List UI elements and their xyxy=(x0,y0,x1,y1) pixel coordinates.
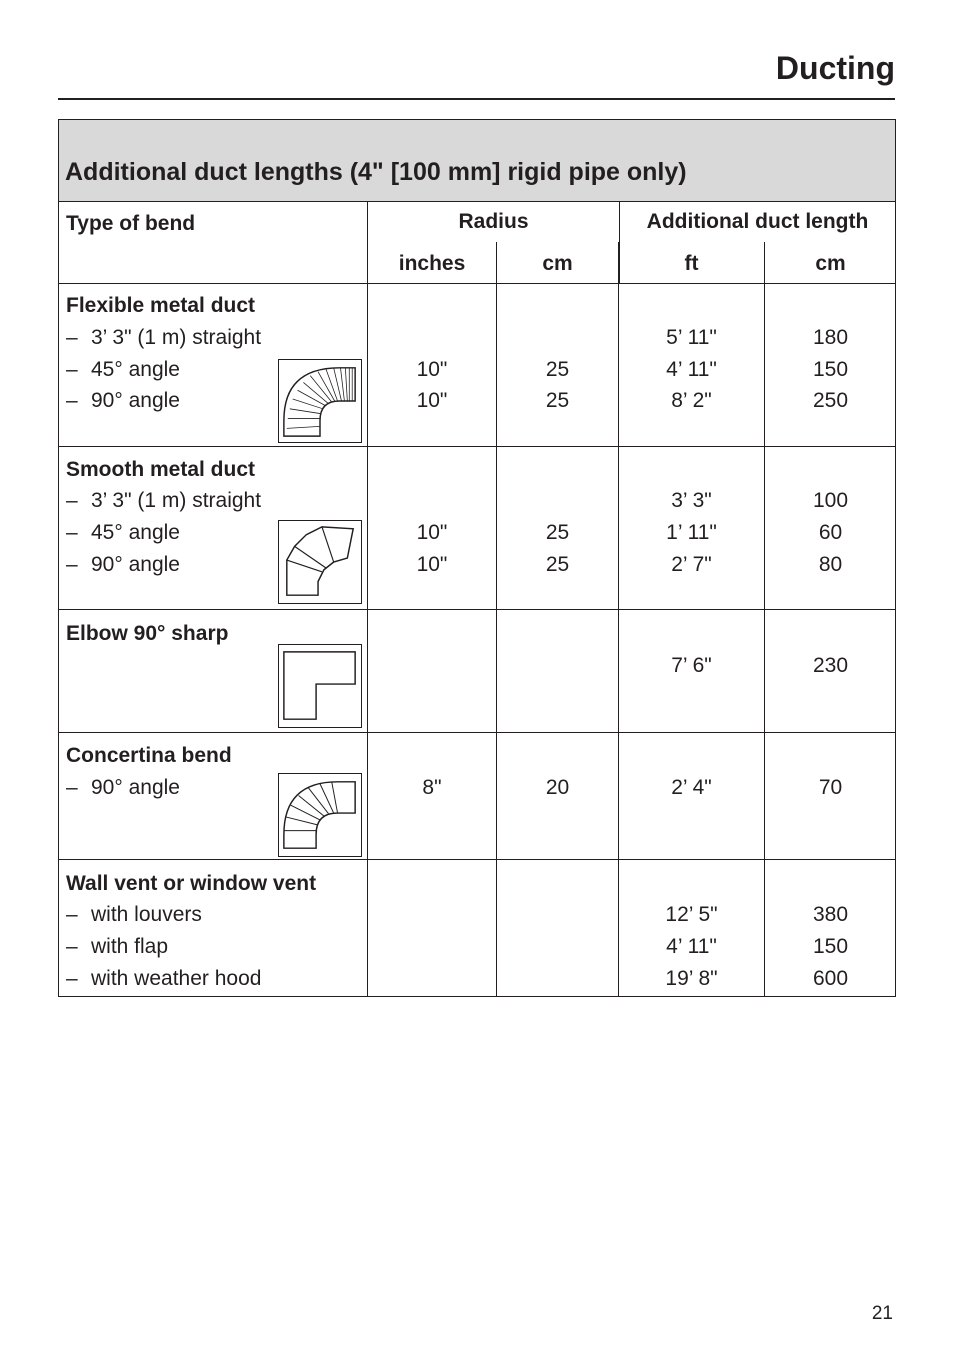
length-ft-value: 7’ 6" xyxy=(671,654,712,677)
header-type: Type of bend xyxy=(66,212,196,235)
radius-cm-value: 25 xyxy=(545,389,570,412)
table-row xyxy=(59,284,895,447)
radius-cm-value: 20 xyxy=(545,776,570,799)
page-number: 21 xyxy=(871,1303,893,1324)
type-cell xyxy=(59,610,368,732)
radius-inches-cell xyxy=(368,610,497,732)
radius-inches-value: 10" xyxy=(416,389,448,412)
type-cell xyxy=(59,284,368,446)
row-item-label: – 3’ 3" (1 m) straight xyxy=(66,326,262,349)
header-additional: Additional duct length xyxy=(646,210,869,233)
radius-inches-value: 8" xyxy=(422,776,442,799)
header-radius-cm: cm xyxy=(542,252,573,275)
type-cell xyxy=(59,733,368,859)
length-cm-cell xyxy=(765,860,896,996)
radius-cm-cell xyxy=(497,447,619,609)
length-cm-cell xyxy=(765,284,896,446)
header-type-cell xyxy=(59,202,368,283)
length-cm-value: 150 xyxy=(812,935,849,958)
radius-cm-value: 25 xyxy=(545,358,570,381)
radius-cm-cell xyxy=(497,860,619,996)
length-ft-value: 1’ 11" xyxy=(666,521,717,544)
row-item-label: – 90° angle xyxy=(66,553,180,576)
length-cm-value: 180 xyxy=(812,326,849,349)
radius-inches-value: 10" xyxy=(416,553,448,576)
table-row xyxy=(59,447,895,610)
length-cm-value: 70 xyxy=(818,776,843,799)
page-title: Ducting xyxy=(775,50,895,86)
length-cm-cell xyxy=(765,610,896,732)
radius-inches-cell xyxy=(368,447,497,609)
length-ft-value: 4’ 11" xyxy=(666,935,717,958)
length-ft-value: 19’ 8" xyxy=(665,967,718,990)
radius-inches-cell xyxy=(368,284,497,446)
length-cm-value: 80 xyxy=(818,553,843,576)
header-radius: Radius xyxy=(458,210,529,233)
header-divider xyxy=(619,202,620,283)
length-ft-value: 2’ 7" xyxy=(671,553,712,576)
length-ft-value: 5’ 11" xyxy=(666,326,717,349)
table-title-bar xyxy=(59,120,895,202)
length-cm-value: 380 xyxy=(812,903,849,926)
length-ft-value: 3’ 3" xyxy=(671,489,712,512)
radius-inches-cell xyxy=(368,860,497,996)
length-ft-value: 8’ 2" xyxy=(671,389,712,412)
length-cm-cell xyxy=(765,733,896,859)
radius-inches-cell xyxy=(368,733,497,859)
row-title: Elbow 90° sharp xyxy=(66,622,229,645)
table-row xyxy=(59,860,895,996)
length-cm-value: 250 xyxy=(812,389,849,412)
length-cm-value: 230 xyxy=(812,654,849,677)
radius-cm-cell xyxy=(497,284,619,446)
concertina-bend-icon xyxy=(278,773,362,857)
row-title: Concertina bend xyxy=(66,744,232,767)
row-title: Smooth metal duct xyxy=(66,458,256,481)
row-item-label: – with louvers xyxy=(66,903,202,926)
table-row xyxy=(59,733,895,860)
header-row xyxy=(59,202,895,284)
length-cm-value: 100 xyxy=(812,489,849,512)
row-item-label: – with weather hood xyxy=(66,967,262,990)
header-inches-cell xyxy=(368,242,497,283)
flexible-bend-icon xyxy=(278,359,362,443)
row-item-label: – 90° angle xyxy=(66,389,180,412)
radius-cm-cell xyxy=(497,610,619,732)
row-item-label: – 45° angle xyxy=(66,358,180,381)
length-ft-cell xyxy=(619,610,765,732)
length-cm-value: 150 xyxy=(812,358,849,381)
length-cm-value: 600 xyxy=(812,967,849,990)
type-cell xyxy=(59,447,368,609)
length-ft-cell xyxy=(619,284,765,446)
length-ft-value: 12’ 5" xyxy=(665,903,718,926)
table-title: Additional duct lengths (4" [100 mm] rigid pipe only) xyxy=(65,158,687,186)
length-cm-cell xyxy=(765,447,896,609)
radius-inches-value: 10" xyxy=(416,358,448,381)
duct-length-table xyxy=(58,119,896,997)
title-rule xyxy=(58,98,895,100)
header-ft-cell xyxy=(619,242,765,283)
radius-inches-value: 10" xyxy=(416,521,448,544)
length-ft-value: 4’ 11" xyxy=(666,358,717,381)
sharp-elbow-icon xyxy=(278,644,362,728)
row-item-label: – with flap xyxy=(66,935,169,958)
header-len-cm: cm xyxy=(815,252,846,275)
row-item-label: – 90° angle xyxy=(66,776,180,799)
radius-cm-value: 25 xyxy=(545,521,570,544)
row-item-label: – 45° angle xyxy=(66,521,180,544)
smooth-bend-icon xyxy=(278,520,362,604)
length-cm-value: 60 xyxy=(818,521,843,544)
header-ft: ft xyxy=(684,252,699,275)
header-radius-cm-cell xyxy=(497,242,619,283)
table-row xyxy=(59,610,895,733)
row-title: Wall vent or window vent xyxy=(66,872,317,895)
header-len-cm-cell xyxy=(765,242,896,283)
header-inches: inches xyxy=(398,252,466,275)
length-ft-cell xyxy=(619,733,765,859)
radius-cm-cell xyxy=(497,733,619,859)
row-item-label: – 3’ 3" (1 m) straight xyxy=(66,489,262,512)
row-title: Flexible metal duct xyxy=(66,294,256,317)
type-cell xyxy=(59,860,368,996)
length-ft-value: 2’ 4" xyxy=(671,776,712,799)
length-ft-cell xyxy=(619,860,765,996)
length-ft-cell xyxy=(619,447,765,609)
radius-cm-value: 25 xyxy=(545,553,570,576)
